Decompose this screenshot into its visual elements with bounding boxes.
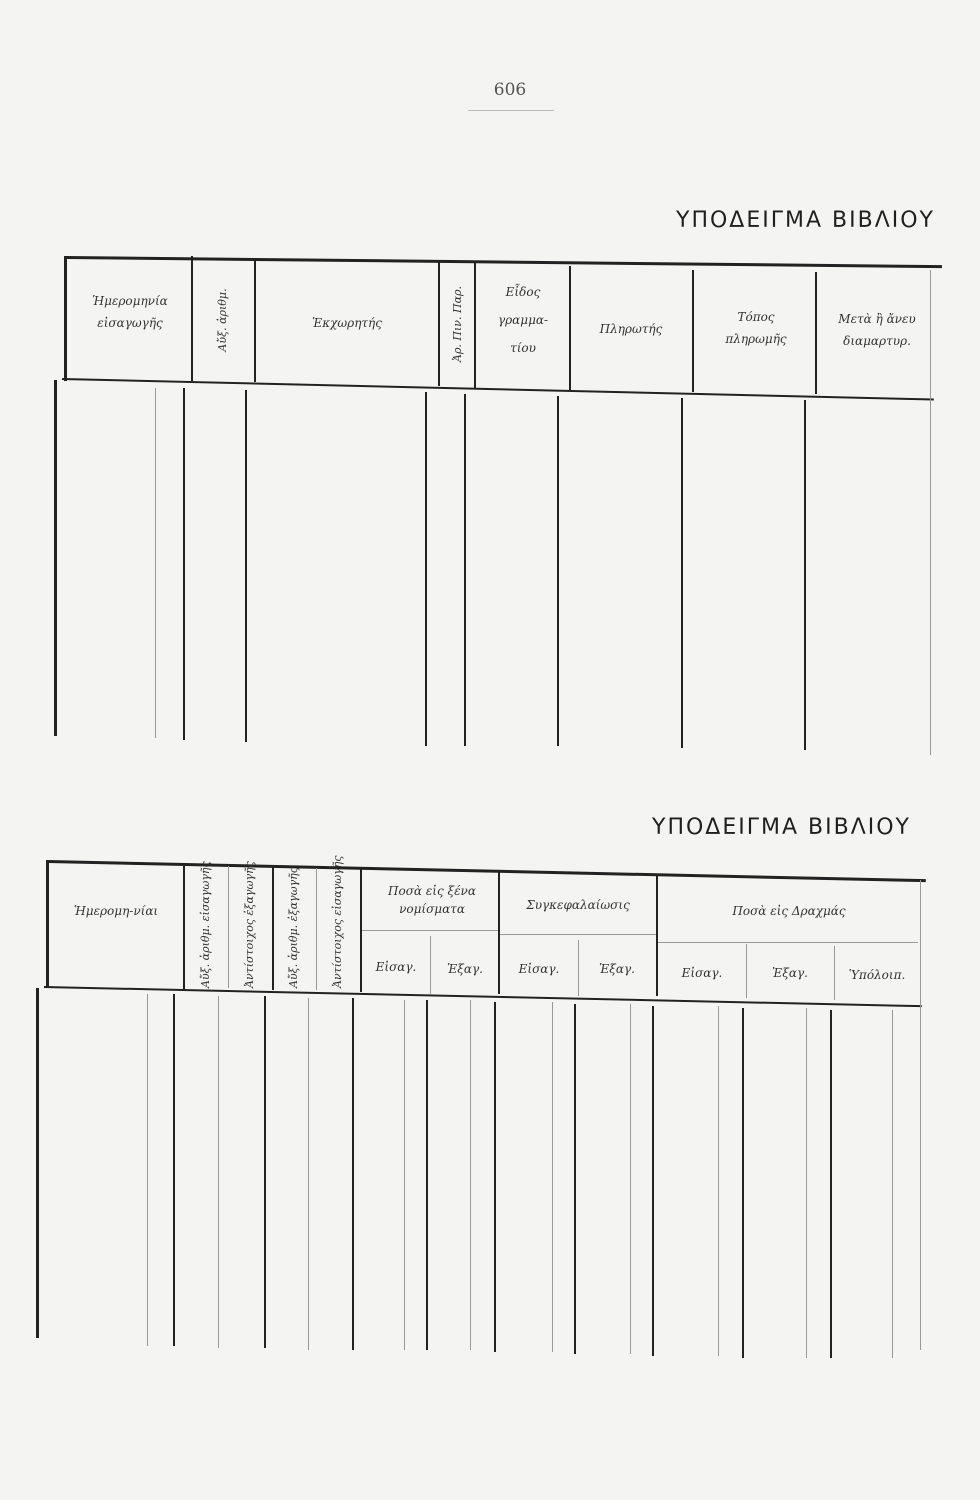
t2-header-aux-out: Αὔξ. ἀριθμ. ἐξαγωγῆς [287, 867, 300, 988]
page-number-rule [468, 110, 554, 111]
t2-foreign-rule [362, 930, 500, 931]
t1-hsep [815, 272, 817, 394]
t2-sub-summary-import: Εἰσαγ. [518, 962, 560, 976]
table1-title: ΥΠΟΔΕΙΓΜΑ ΒΙΒΛΙΟΥ [676, 208, 935, 233]
t2-sep [552, 1002, 553, 1352]
t1-sep [557, 396, 559, 746]
t2-sep [630, 1004, 631, 1354]
t2-hsep [272, 866, 274, 990]
t1-hsep [692, 270, 694, 392]
t1-hsep [438, 260, 440, 386]
t2-sub-foreign-export: Ἐξαγ. [447, 962, 483, 976]
t2-hsep [746, 944, 747, 998]
t2-sep [892, 1010, 893, 1358]
t2-sep [308, 998, 309, 1350]
t2-sep [173, 994, 175, 1346]
t2-header-aux-in: Αὔξ. ἀριθμ. εἰσαγωγῆς [199, 861, 212, 988]
t2-hsep [183, 864, 185, 990]
table2-top-rule [48, 860, 926, 882]
t2-header-counter-out: Ἀντίστοιχος ἐξαγωγῆς [243, 861, 256, 988]
t2-sub-summary-export: Ἐξαγ. [599, 962, 635, 976]
t1-header-doc-type: Εἶδος γραμμα-τίου [497, 285, 549, 355]
t2-drachma-rule [656, 942, 918, 943]
t2-sep [494, 1002, 496, 1352]
t2-sep [352, 998, 354, 1350]
page-number: 606 [493, 80, 527, 100]
t1-sep [425, 392, 427, 746]
t2-hsep [656, 874, 658, 996]
t1-hsep [254, 258, 256, 382]
t1-sep [681, 398, 683, 748]
t1-hsep [569, 266, 571, 390]
t2-sep [404, 1000, 405, 1350]
t2-summary-rule [500, 934, 656, 935]
t2-header-drachmas: Ποσὰ εἰς Δραχμάς [732, 904, 846, 918]
t2-sub-foreign-import: Εἰσαγ. [375, 960, 417, 974]
t2-hsep [316, 868, 317, 990]
t1-header-aux-no: Αὔξ. ἀριθμ. [216, 288, 229, 352]
t2-header-summary: Συγκεφαλαίωσις [526, 898, 630, 912]
t2-sep [652, 1006, 654, 1356]
table1-header-rule [62, 378, 934, 401]
t2-sep [574, 1004, 576, 1354]
t1-header-date: Ἡμερομηνία εἰσαγωγῆς [92, 294, 168, 330]
table2-left-border-body [36, 988, 39, 1338]
t1-sep [155, 388, 156, 738]
t2-hsep [228, 866, 229, 988]
t2-sep [718, 1006, 719, 1356]
table1-left-border-body [54, 380, 57, 736]
t2-sub-drachma-export: Ἐξαγ. [772, 966, 808, 980]
t1-header-ref-no: Ἀρ. Πιν. Παρ. [451, 286, 464, 362]
t1-header-place: Τόπος πληρωμῆς [725, 310, 787, 346]
t2-hsep [578, 940, 579, 996]
t2-sep [147, 994, 148, 1346]
table2-left-border [46, 860, 49, 988]
table2-title: ΥΠΟΔΕΙΓΜΑ ΒΙΒΛΙΟΥ [652, 815, 911, 840]
t1-hsep [474, 262, 476, 388]
t1-sep [183, 388, 185, 740]
t1-header-payer: Πληρωτής [599, 322, 663, 336]
t2-header-counter-in: Ἀντίστοιχος εἰσαγωγῆς [331, 855, 344, 988]
t2-header-foreign: Ποσὰ εἰς ξένα νομίσματα [388, 884, 476, 916]
t2-sep [470, 1000, 471, 1350]
t2-header-dates: Ἡμερομη-νίαι [73, 904, 159, 918]
t2-hsep [430, 936, 431, 994]
t1-header-assignor: Ἐκχωρητής [312, 316, 382, 330]
t2-hsep [498, 870, 500, 994]
t2-sub-drachma-import: Εἰσαγ. [681, 966, 723, 980]
t2-hsep [360, 868, 362, 992]
t2-sep [426, 1000, 428, 1350]
table1-top-rule [66, 256, 942, 268]
t2-sep [830, 1010, 832, 1358]
t1-sep [464, 394, 466, 746]
table2-header-rule [44, 986, 922, 1007]
t1-sep [804, 400, 806, 750]
t2-sep [264, 996, 266, 1348]
t2-sep [218, 996, 219, 1348]
t2-sep [742, 1008, 744, 1358]
table2-right-border [920, 880, 921, 1350]
t2-sub-drachma-balance: Ὑπόλοιπ. [848, 968, 906, 982]
table1-left-border [64, 256, 67, 381]
t2-sep [806, 1008, 807, 1358]
t1-header-protest: Μετὰ ἢ ἄνευ διαμαρτυρ. [838, 312, 916, 348]
t1-hsep [191, 256, 193, 381]
t2-hsep [834, 946, 835, 1000]
t1-sep [245, 390, 247, 742]
